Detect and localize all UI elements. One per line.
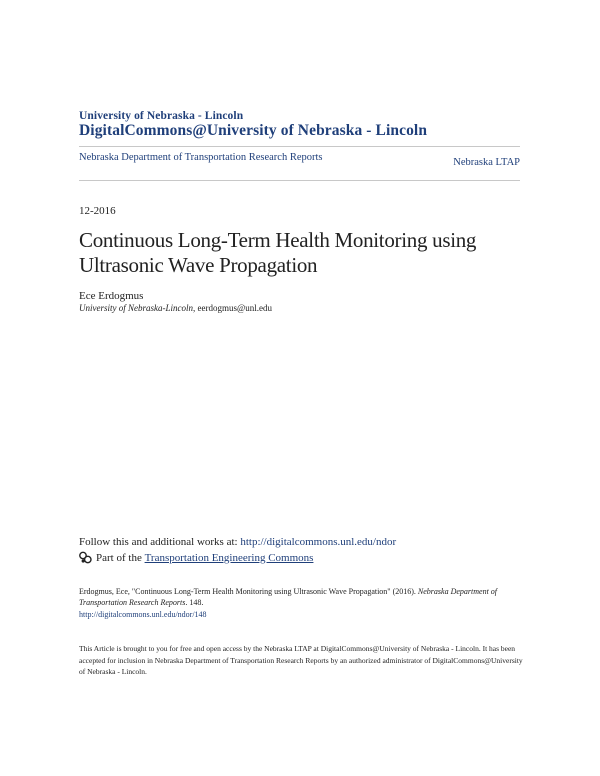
recommended-citation [79, 586, 524, 608]
follow-line [79, 536, 396, 548]
part-of-prefix: Part of the [96, 551, 142, 564]
ltap-link[interactable]: Nebraska LTAP [453, 157, 520, 168]
author-affiliation [79, 303, 272, 313]
institution-link[interactable]: University of Nebraska - Lincoln [79, 110, 244, 122]
part-of-line [79, 551, 313, 564]
affiliation-institution: University of Nebraska-Lincoln [79, 303, 193, 313]
citation-journal: Nebraska Department of Transportation Research Reports [79, 587, 498, 607]
repository-link[interactable]: DigitalCommons@University of Nebraska - Lincoln [79, 122, 428, 139]
citation-url-link[interactable]: http://digitalcommons.unl.edu/ndor/148 [79, 610, 207, 619]
author-email: , eerdogmus@unl.edu [193, 303, 273, 313]
transportation-commons-link[interactable]: Transportation Engineering Commons [144, 551, 314, 564]
citation-prefix: Erdogmus, Ece, "Continuous Long-Term Health Monitoring using Ultrasonic Wave Propagation" (2016). [79, 587, 418, 596]
follow-prefix: Follow this and additional works at: [79, 536, 241, 548]
header-divider-bottom [79, 180, 520, 181]
access-notice: This Article is brought to you for free and open access by the Nebraska LTAP at DigitalCommons@University of Nebraska - Lincoln. It has been accepted for inclusion in Nebraska Department of Transportation Research Reports by an authorized administrator of DigitalCommons@University of Nebraska - Lincoln. [79, 644, 523, 676]
article-title: Continuous Long-Term Health Monitoring using Ultrasonic Wave Propagation [79, 228, 477, 277]
publication-date: 12-2016 [79, 205, 116, 217]
follow-url-link[interactable]: http://digitalcommons.unl.edu/ndor [240, 536, 397, 548]
commons-network-icon [79, 551, 92, 564]
author-name: Ece Erdogmus [79, 290, 144, 302]
header-divider-top [79, 146, 520, 147]
series-link[interactable]: Nebraska Department of Transportation Research Reports [79, 152, 323, 163]
citation-suffix: . 148. [185, 598, 204, 607]
